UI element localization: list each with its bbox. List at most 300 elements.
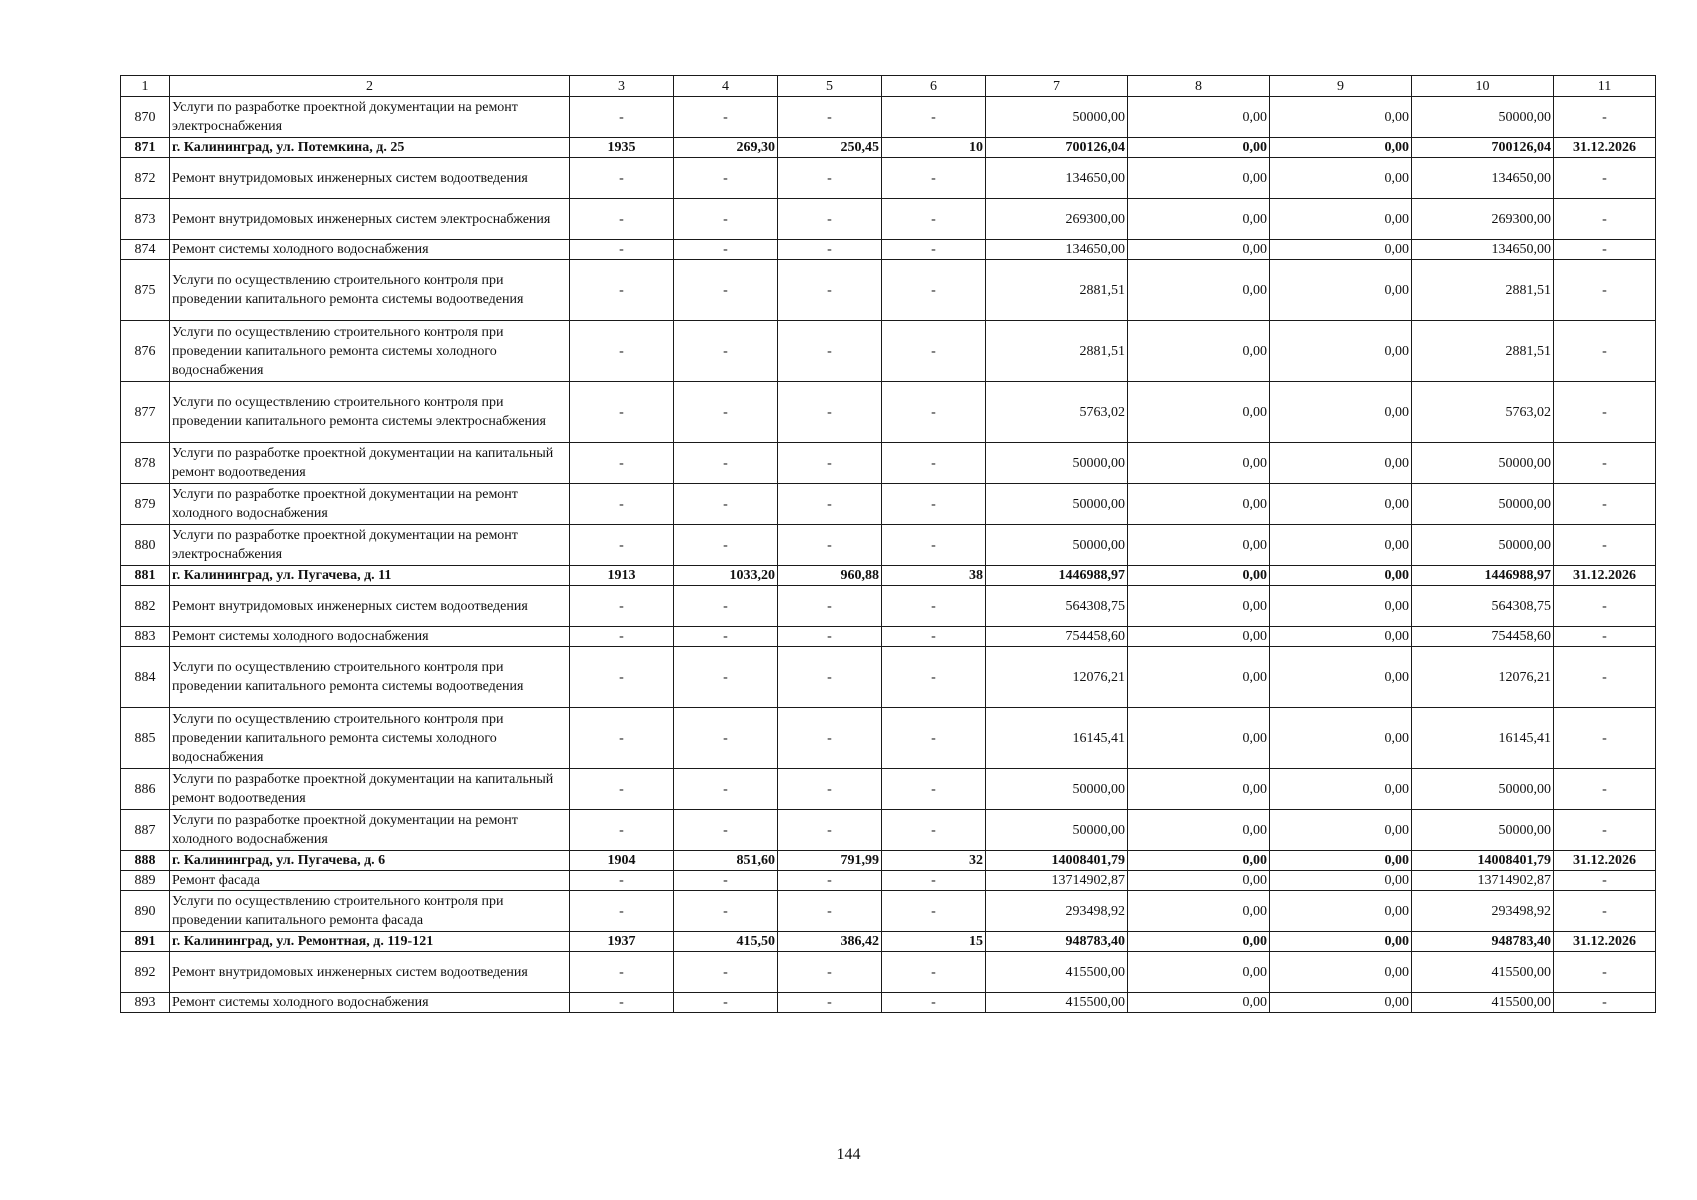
commission-year: - <box>570 321 674 382</box>
commission-year: - <box>570 952 674 993</box>
work-description: г. Калининград, ул. Пугачева, д. 11 <box>170 566 570 586</box>
work-description: Услуги по разработке проектной документации на ремонт холодного водоснабжения <box>170 810 570 851</box>
total-cost: 948783,40 <box>986 932 1128 952</box>
work-description: г. Калининград, ул. Ремонтная, д. 119-121 <box>170 932 570 952</box>
total-cost: 564308,75 <box>986 586 1128 627</box>
commission-year: - <box>570 443 674 484</box>
completion-date: - <box>1554 708 1656 769</box>
residents-count: - <box>882 627 986 647</box>
table-row <box>121 158 1656 199</box>
total-area: 415,50 <box>674 932 778 952</box>
total-area: 1033,20 <box>674 566 778 586</box>
row-number: 883 <box>121 627 170 647</box>
row-number: 876 <box>121 321 170 382</box>
commission-year: - <box>570 382 674 443</box>
total-area: - <box>674 871 778 891</box>
row-number: 890 <box>121 891 170 932</box>
total-cost: 134650,00 <box>986 158 1128 199</box>
owners-cost: 415500,00 <box>1412 993 1554 1013</box>
owners-cost: 50000,00 <box>1412 97 1554 138</box>
living-area: 386,42 <box>778 932 882 952</box>
commission-year: - <box>570 586 674 627</box>
completion-date: - <box>1554 627 1656 647</box>
fund-cost-1: 0,00 <box>1128 708 1270 769</box>
commission-year: - <box>570 627 674 647</box>
total-area: - <box>674 586 778 627</box>
completion-date: - <box>1554 769 1656 810</box>
owners-cost: 564308,75 <box>1412 586 1554 627</box>
work-description: г. Калининград, ул. Потемкина, д. 25 <box>170 138 570 158</box>
completion-date: - <box>1554 158 1656 199</box>
table-row <box>121 240 1656 260</box>
column-header: 3 <box>570 76 674 97</box>
living-area: - <box>778 871 882 891</box>
fund-cost-1: 0,00 <box>1128 871 1270 891</box>
commission-year: - <box>570 260 674 321</box>
table-row <box>121 525 1656 566</box>
commission-year: - <box>570 769 674 810</box>
residents-count: - <box>882 260 986 321</box>
commission-year: - <box>570 647 674 708</box>
living-area: - <box>778 627 882 647</box>
fund-cost-1: 0,00 <box>1128 484 1270 525</box>
work-description: Ремонт внутридомовых инженерных систем водоотведения <box>170 158 570 199</box>
fund-cost-2: 0,00 <box>1270 769 1412 810</box>
residents-count: - <box>882 993 986 1013</box>
living-area: - <box>778 586 882 627</box>
residents-count: - <box>882 891 986 932</box>
completion-date: - <box>1554 382 1656 443</box>
table-row <box>121 952 1656 993</box>
address-row <box>121 932 1656 952</box>
address-row <box>121 566 1656 586</box>
living-area: - <box>778 525 882 566</box>
residents-count: - <box>882 97 986 138</box>
living-area: - <box>778 993 882 1013</box>
total-area: - <box>674 810 778 851</box>
fund-cost-1: 0,00 <box>1128 260 1270 321</box>
table-row <box>121 708 1656 769</box>
living-area: - <box>778 443 882 484</box>
fund-cost-2: 0,00 <box>1270 240 1412 260</box>
fund-cost-2: 0,00 <box>1270 158 1412 199</box>
column-header: 8 <box>1128 76 1270 97</box>
total-cost: 50000,00 <box>986 443 1128 484</box>
capital-repair-table <box>120 75 1656 1013</box>
total-area: - <box>674 708 778 769</box>
fund-cost-1: 0,00 <box>1128 443 1270 484</box>
owners-cost: 134650,00 <box>1412 158 1554 199</box>
residents-count: - <box>882 484 986 525</box>
total-area: - <box>674 993 778 1013</box>
fund-cost-1: 0,00 <box>1128 627 1270 647</box>
table-row <box>121 484 1656 525</box>
completion-date: - <box>1554 321 1656 382</box>
column-header: 9 <box>1270 76 1412 97</box>
fund-cost-1: 0,00 <box>1128 525 1270 566</box>
residents-count: 10 <box>882 138 986 158</box>
residents-count: - <box>882 586 986 627</box>
row-number: 892 <box>121 952 170 993</box>
total-cost: 14008401,79 <box>986 851 1128 871</box>
row-number: 872 <box>121 158 170 199</box>
living-area: - <box>778 199 882 240</box>
commission-year: - <box>570 871 674 891</box>
commission-year: - <box>570 891 674 932</box>
column-header: 10 <box>1412 76 1554 97</box>
total-cost: 700126,04 <box>986 138 1128 158</box>
residents-count: - <box>882 708 986 769</box>
total-area: - <box>674 647 778 708</box>
completion-date: - <box>1554 952 1656 993</box>
completion-date: 31.12.2026 <box>1554 851 1656 871</box>
work-description: Услуги по осуществлению строительного контроля при проведении капитального ремонта системы водоотведения <box>170 260 570 321</box>
work-description: Услуги по осуществлению строительного контроля при проведении капитального ремонта системы водоотведения <box>170 647 570 708</box>
fund-cost-2: 0,00 <box>1270 484 1412 525</box>
completion-date: 31.12.2026 <box>1554 566 1656 586</box>
fund-cost-2: 0,00 <box>1270 97 1412 138</box>
completion-date: - <box>1554 525 1656 566</box>
total-cost: 293498,92 <box>986 891 1128 932</box>
row-number: 887 <box>121 810 170 851</box>
fund-cost-1: 0,00 <box>1128 647 1270 708</box>
owners-cost: 50000,00 <box>1412 484 1554 525</box>
row-number: 874 <box>121 240 170 260</box>
total-cost: 12076,21 <box>986 647 1128 708</box>
table-row <box>121 382 1656 443</box>
row-number: 871 <box>121 138 170 158</box>
fund-cost-2: 0,00 <box>1270 321 1412 382</box>
living-area: - <box>778 97 882 138</box>
fund-cost-1: 0,00 <box>1128 566 1270 586</box>
living-area: - <box>778 810 882 851</box>
work-description: Ремонт внутридомовых инженерных систем водоотведения <box>170 586 570 627</box>
work-description: Ремонт системы холодного водоснабжения <box>170 627 570 647</box>
owners-cost: 415500,00 <box>1412 952 1554 993</box>
total-area: - <box>674 627 778 647</box>
fund-cost-1: 0,00 <box>1128 97 1270 138</box>
table-row <box>121 810 1656 851</box>
total-area: - <box>674 484 778 525</box>
owners-cost: 293498,92 <box>1412 891 1554 932</box>
row-number: 886 <box>121 769 170 810</box>
total-area: - <box>674 158 778 199</box>
total-cost: 2881,51 <box>986 260 1128 321</box>
table-row <box>121 769 1656 810</box>
completion-date: - <box>1554 443 1656 484</box>
row-number: 878 <box>121 443 170 484</box>
residents-count: - <box>882 810 986 851</box>
total-area: - <box>674 952 778 993</box>
owners-cost: 14008401,79 <box>1412 851 1554 871</box>
commission-year: 1913 <box>570 566 674 586</box>
residents-count: - <box>882 199 986 240</box>
total-cost: 5763,02 <box>986 382 1128 443</box>
total-cost: 1446988,97 <box>986 566 1128 586</box>
work-description: Ремонт внутридомовых инженерных систем электроснабжения <box>170 199 570 240</box>
work-description: Услуги по осуществлению строительного контроля при проведении капитального ремонта системы электроснабжения <box>170 382 570 443</box>
work-description: Услуги по разработке проектной документации на ремонт электроснабжения <box>170 525 570 566</box>
row-number: 889 <box>121 871 170 891</box>
table-row <box>121 321 1656 382</box>
fund-cost-2: 0,00 <box>1270 443 1412 484</box>
completion-date: - <box>1554 484 1656 525</box>
fund-cost-1: 0,00 <box>1128 810 1270 851</box>
total-cost: 754458,60 <box>986 627 1128 647</box>
row-number: 888 <box>121 851 170 871</box>
total-area: - <box>674 97 778 138</box>
total-area: - <box>674 769 778 810</box>
owners-cost: 2881,51 <box>1412 321 1554 382</box>
page-number: 144 <box>836 1146 861 1163</box>
table-row <box>121 647 1656 708</box>
column-number-row <box>121 76 1656 97</box>
row-number: 879 <box>121 484 170 525</box>
fund-cost-1: 0,00 <box>1128 932 1270 952</box>
row-number: 877 <box>121 382 170 443</box>
commission-year: - <box>570 484 674 525</box>
fund-cost-1: 0,00 <box>1128 851 1270 871</box>
owners-cost: 16145,41 <box>1412 708 1554 769</box>
fund-cost-2: 0,00 <box>1270 891 1412 932</box>
residents-count: - <box>882 382 986 443</box>
commission-year: - <box>570 199 674 240</box>
commission-year: - <box>570 993 674 1013</box>
living-area: - <box>778 382 882 443</box>
residents-count: - <box>882 158 986 199</box>
fund-cost-1: 0,00 <box>1128 199 1270 240</box>
owners-cost: 50000,00 <box>1412 769 1554 810</box>
fund-cost-1: 0,00 <box>1128 586 1270 627</box>
commission-year: - <box>570 158 674 199</box>
fund-cost-2: 0,00 <box>1270 199 1412 240</box>
living-area: - <box>778 647 882 708</box>
completion-date: - <box>1554 199 1656 240</box>
completion-date: - <box>1554 586 1656 627</box>
living-area: 960,88 <box>778 566 882 586</box>
fund-cost-2: 0,00 <box>1270 566 1412 586</box>
row-number: 875 <box>121 260 170 321</box>
table-row <box>121 97 1656 138</box>
fund-cost-1: 0,00 <box>1128 321 1270 382</box>
living-area: - <box>778 321 882 382</box>
living-area: - <box>778 484 882 525</box>
commission-year: - <box>570 810 674 851</box>
table-row <box>121 199 1656 240</box>
total-area: - <box>674 443 778 484</box>
fund-cost-1: 0,00 <box>1128 952 1270 993</box>
fund-cost-2: 0,00 <box>1270 260 1412 321</box>
fund-cost-1: 0,00 <box>1128 382 1270 443</box>
fund-cost-1: 0,00 <box>1128 240 1270 260</box>
owners-cost: 5763,02 <box>1412 382 1554 443</box>
row-number: 891 <box>121 932 170 952</box>
table-body <box>121 97 1656 1013</box>
completion-date: - <box>1554 97 1656 138</box>
residents-count: - <box>882 321 986 382</box>
work-description: Услуги по осуществлению строительного контроля при проведении капитального ремонта фасада <box>170 891 570 932</box>
work-description: Услуги по разработке проектной документации на капитальный ремонт водоотведения <box>170 769 570 810</box>
residents-count: - <box>882 525 986 566</box>
address-row <box>121 138 1656 158</box>
residents-count: - <box>882 769 986 810</box>
total-area: - <box>674 199 778 240</box>
address-row <box>121 851 1656 871</box>
total-cost: 50000,00 <box>986 97 1128 138</box>
column-header: 6 <box>882 76 986 97</box>
owners-cost: 2881,51 <box>1412 260 1554 321</box>
living-area: - <box>778 158 882 199</box>
total-cost: 50000,00 <box>986 769 1128 810</box>
fund-cost-2: 0,00 <box>1270 952 1412 993</box>
work-description: г. Калининград, ул. Пугачева, д. 6 <box>170 851 570 871</box>
total-cost: 50000,00 <box>986 810 1128 851</box>
total-area: - <box>674 240 778 260</box>
column-header: 11 <box>1554 76 1656 97</box>
owners-cost: 700126,04 <box>1412 138 1554 158</box>
completion-date: 31.12.2026 <box>1554 932 1656 952</box>
total-cost: 134650,00 <box>986 240 1128 260</box>
row-number: 893 <box>121 993 170 1013</box>
residents-count: 38 <box>882 566 986 586</box>
row-number: 885 <box>121 708 170 769</box>
table-row <box>121 260 1656 321</box>
residents-count: - <box>882 647 986 708</box>
column-header: 4 <box>674 76 778 97</box>
fund-cost-1: 0,00 <box>1128 769 1270 810</box>
commission-year: 1904 <box>570 851 674 871</box>
work-description: Ремонт внутридомовых инженерных систем водоотведения <box>170 952 570 993</box>
table-row <box>121 443 1656 484</box>
owners-cost: 50000,00 <box>1412 810 1554 851</box>
living-area: - <box>778 240 882 260</box>
work-description: Услуги по разработке проектной документации на ремонт холодного водоснабжения <box>170 484 570 525</box>
fund-cost-2: 0,00 <box>1270 627 1412 647</box>
commission-year: - <box>570 240 674 260</box>
column-header: 2 <box>170 76 570 97</box>
fund-cost-1: 0,00 <box>1128 158 1270 199</box>
commission-year: - <box>570 97 674 138</box>
work-description: Ремонт системы холодного водоснабжения <box>170 993 570 1013</box>
total-area: - <box>674 891 778 932</box>
completion-date: - <box>1554 871 1656 891</box>
row-number: 881 <box>121 566 170 586</box>
work-description: Ремонт фасада <box>170 871 570 891</box>
total-cost: 13714902,87 <box>986 871 1128 891</box>
table-row <box>121 586 1656 627</box>
living-area: - <box>778 769 882 810</box>
work-description: Ремонт системы холодного водоснабжения <box>170 240 570 260</box>
total-cost: 269300,00 <box>986 199 1128 240</box>
owners-cost: 948783,40 <box>1412 932 1554 952</box>
table-row <box>121 627 1656 647</box>
table-row <box>121 993 1656 1013</box>
living-area: 791,99 <box>778 851 882 871</box>
completion-date: - <box>1554 647 1656 708</box>
fund-cost-2: 0,00 <box>1270 993 1412 1013</box>
total-cost: 415500,00 <box>986 952 1128 993</box>
living-area: - <box>778 708 882 769</box>
commission-year: 1937 <box>570 932 674 952</box>
fund-cost-2: 0,00 <box>1270 708 1412 769</box>
residents-count: 32 <box>882 851 986 871</box>
owners-cost: 134650,00 <box>1412 240 1554 260</box>
fund-cost-2: 0,00 <box>1270 851 1412 871</box>
total-area: 851,60 <box>674 851 778 871</box>
fund-cost-2: 0,00 <box>1270 932 1412 952</box>
commission-year: - <box>570 525 674 566</box>
column-header: 1 <box>121 76 170 97</box>
row-number: 880 <box>121 525 170 566</box>
total-area: - <box>674 321 778 382</box>
total-area: - <box>674 382 778 443</box>
owners-cost: 13714902,87 <box>1412 871 1554 891</box>
fund-cost-1: 0,00 <box>1128 891 1270 932</box>
row-number: 884 <box>121 647 170 708</box>
owners-cost: 12076,21 <box>1412 647 1554 708</box>
fund-cost-2: 0,00 <box>1270 382 1412 443</box>
fund-cost-2: 0,00 <box>1270 138 1412 158</box>
row-number: 870 <box>121 97 170 138</box>
column-header: 7 <box>986 76 1128 97</box>
total-area: 269,30 <box>674 138 778 158</box>
work-description: Услуги по разработке проектной документации на капитальный ремонт водоотведения <box>170 443 570 484</box>
completion-date: - <box>1554 891 1656 932</box>
fund-cost-2: 0,00 <box>1270 647 1412 708</box>
commission-year: - <box>570 708 674 769</box>
fund-cost-2: 0,00 <box>1270 586 1412 627</box>
total-area: - <box>674 260 778 321</box>
residents-count: - <box>882 952 986 993</box>
completion-date: 31.12.2026 <box>1554 138 1656 158</box>
total-cost: 50000,00 <box>986 484 1128 525</box>
owners-cost: 754458,60 <box>1412 627 1554 647</box>
fund-cost-2: 0,00 <box>1270 810 1412 851</box>
completion-date: - <box>1554 993 1656 1013</box>
fund-cost-1: 0,00 <box>1128 138 1270 158</box>
living-area: 250,45 <box>778 138 882 158</box>
total-cost: 2881,51 <box>986 321 1128 382</box>
work-description: Услуги по осуществлению строительного контроля при проведении капитального ремонта системы холодного водоснабжения <box>170 321 570 382</box>
total-cost: 50000,00 <box>986 525 1128 566</box>
commission-year: 1935 <box>570 138 674 158</box>
owners-cost: 50000,00 <box>1412 525 1554 566</box>
owners-cost: 50000,00 <box>1412 443 1554 484</box>
living-area: - <box>778 952 882 993</box>
residents-count: - <box>882 240 986 260</box>
residents-count: - <box>882 871 986 891</box>
work-description: Услуги по разработке проектной документации на ремонт электроснабжения <box>170 97 570 138</box>
completion-date: - <box>1554 260 1656 321</box>
table-row <box>121 891 1656 932</box>
residents-count: 15 <box>882 932 986 952</box>
owners-cost: 1446988,97 <box>1412 566 1554 586</box>
completion-date: - <box>1554 240 1656 260</box>
table-row <box>121 871 1656 891</box>
row-number: 873 <box>121 199 170 240</box>
living-area: - <box>778 260 882 321</box>
row-number: 882 <box>121 586 170 627</box>
fund-cost-1: 0,00 <box>1128 993 1270 1013</box>
column-header: 5 <box>778 76 882 97</box>
residents-count: - <box>882 443 986 484</box>
owners-cost: 269300,00 <box>1412 199 1554 240</box>
fund-cost-2: 0,00 <box>1270 525 1412 566</box>
fund-cost-2: 0,00 <box>1270 871 1412 891</box>
total-cost: 16145,41 <box>986 708 1128 769</box>
total-cost: 415500,00 <box>986 993 1128 1013</box>
total-area: - <box>674 525 778 566</box>
